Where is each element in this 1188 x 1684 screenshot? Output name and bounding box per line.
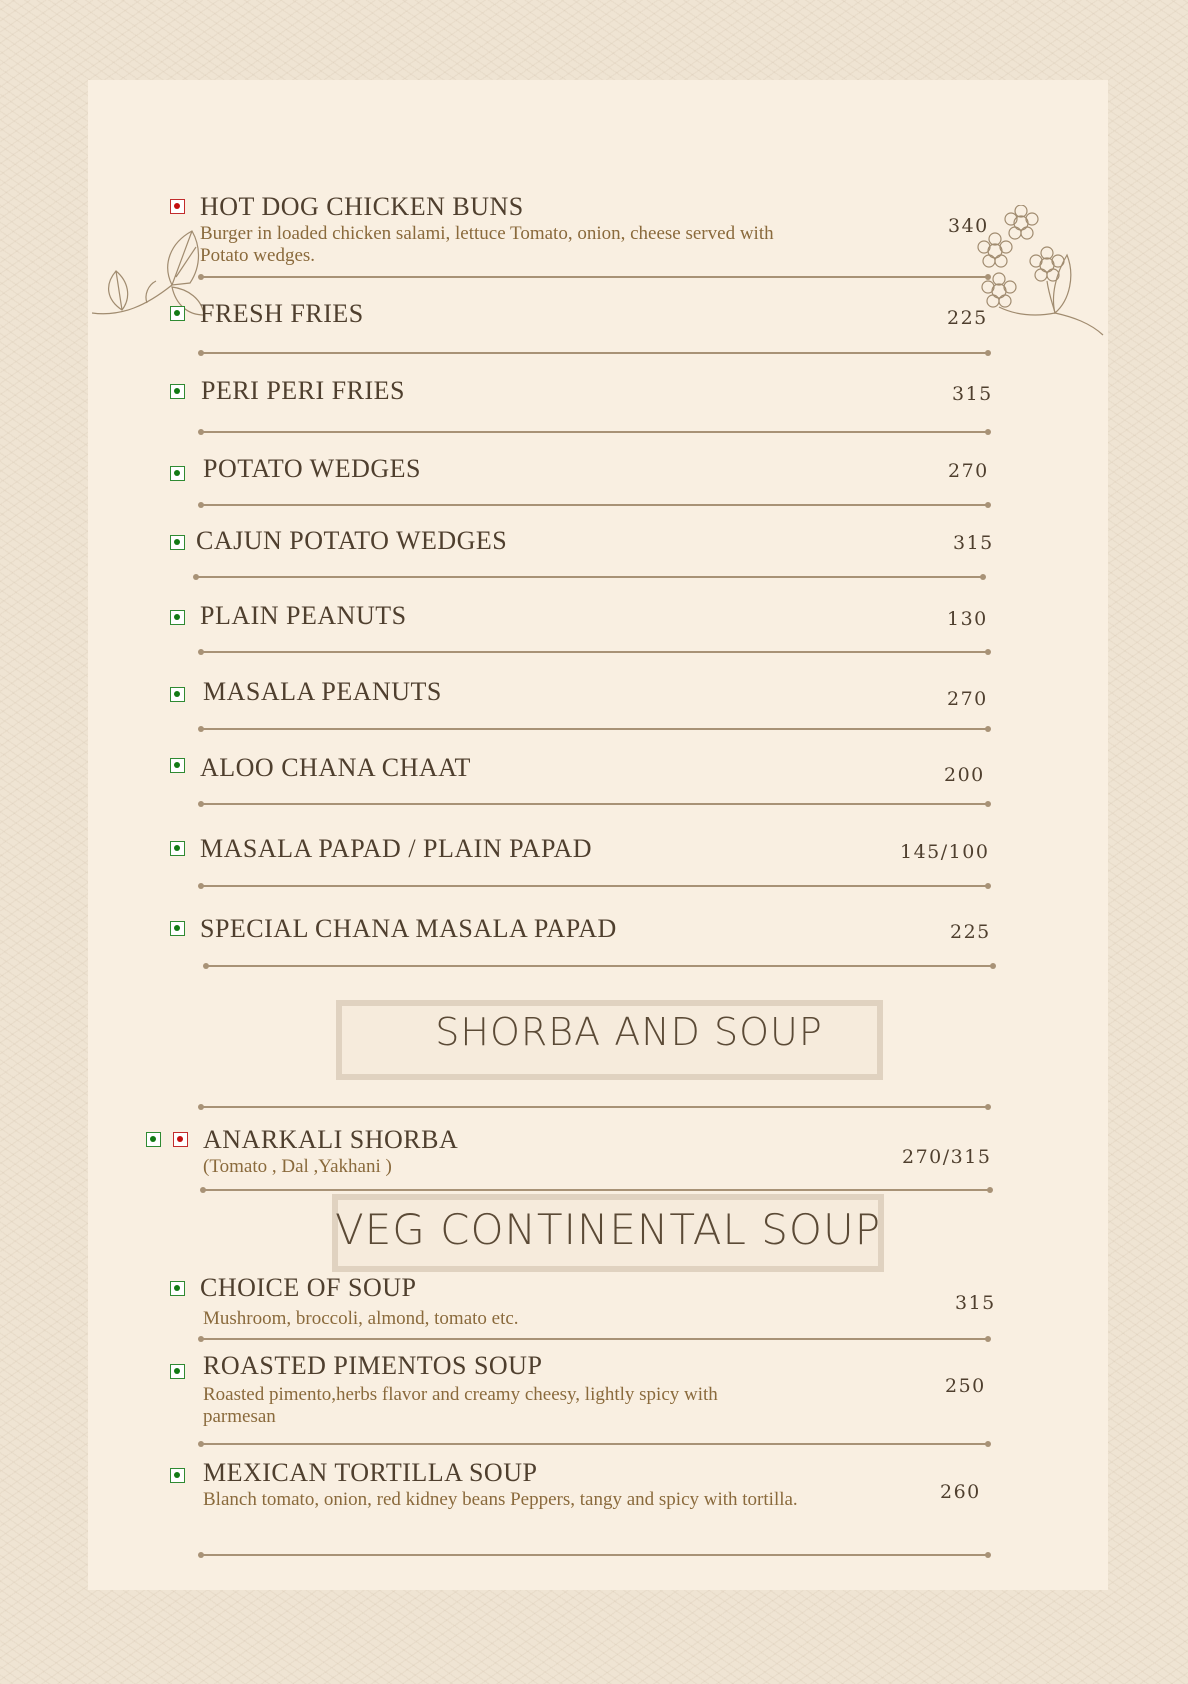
item-price: 270 [947,688,988,710]
divider [201,276,988,278]
menu-item-roasted-pimentos-soup [0,1351,1188,1427]
menu-item-masala-papad [0,834,1188,863]
item-name: ROASTED PIMENTOS SOUP [203,1351,543,1380]
item-price: 250 [945,1375,986,1397]
floral-left-icon [92,225,212,340]
item-name: MASALA PEANUTS [203,677,442,706]
item-name: FRESH FRIES [200,299,364,328]
divider [201,1554,988,1556]
veg-icon [170,1281,185,1296]
menu-item-fresh-fries [0,299,1188,329]
item-price: 260 [940,1481,981,1503]
menu-item-potato-wedges [0,454,1188,483]
item-name: ALOO CHANA CHAAT [200,753,471,782]
item-price: 225 [947,307,988,329]
veg-icon [170,1364,185,1379]
veg-icon [170,921,185,936]
item-name: PLAIN PEANUTS [200,601,407,630]
item-price: 270/315 [902,1146,992,1168]
divider [196,576,983,578]
item-description: (Tomato , Dal ,Yakhani ) [203,1156,392,1177]
divider [201,352,988,354]
section-heading: VEG CONTINENTAL SOUP [334,1205,882,1254]
menu-item-aloo-chana-chaat [0,753,1188,786]
non-veg-icon [170,199,185,214]
item-description: Mushroom, broccoli, almond, tomato etc. [203,1308,519,1329]
item-price: 225 [950,921,991,943]
item-price: 315 [952,383,993,405]
item-name: CHOICE OF SOUP [200,1273,417,1302]
divider [201,504,988,506]
item-name: HOT DOG CHICKEN BUNS [200,192,524,221]
divider [201,803,988,805]
item-price: 145/100 [900,841,990,863]
veg-icon [170,758,185,773]
divider [201,651,988,653]
veg-icon [170,535,185,550]
item-name: SPECIAL CHANA MASALA PAPAD [200,914,617,943]
divider [201,1338,988,1340]
veg-icon [170,610,185,625]
divider [201,431,988,433]
menu-item-masala-peanuts [0,677,1188,710]
menu-item-special-chana-masala-papad [0,914,1188,943]
menu-item-hot-dog-chicken-buns [0,192,1188,266]
item-price: 315 [953,532,994,554]
menu-item-mexican-tortilla-soup [0,1458,1188,1510]
item-name: CAJUN POTATO WEDGES [196,526,508,555]
menu-item-anarkali-shorba [0,1106,1188,1107]
veg-icon [170,1468,185,1483]
menu-item-choice-of-soup [0,1273,1188,1329]
item-price: 315 [955,1292,996,1314]
item-description: Burger in loaded chicken salami, lettuce Tomato, onion, cheese served with Potato wedges. [200,223,774,266]
divider [206,965,993,967]
menu-item-cajun-potato-wedges [0,526,1188,555]
item-name: POTATO WEDGES [203,454,421,483]
section-heading: SHORBA AND SOUP [435,1010,823,1054]
menu-item-plain-peanuts [0,601,1188,630]
divider [201,885,988,887]
item-price: 200 [944,764,985,786]
divider [201,1106,988,1108]
item-name: PERI PERI FRIES [201,376,405,405]
divider [201,1443,988,1445]
divider [203,1189,990,1191]
veg-icon [146,1132,161,1147]
item-description: Blanch tomato, onion, red kidney beans Peppers, tangy and spicy with tortilla. [203,1489,798,1510]
menu-item-anarkali-shorba [0,1125,1188,1177]
veg-icon [170,687,185,702]
veg-icon [170,384,185,399]
item-description: Roasted pimento,herbs flavor and creamy cheesy, lightly spicy with parmesan [203,1384,718,1427]
item-price: 270 [948,460,989,482]
menu-item-peri-peri-fries [0,376,1188,405]
non-veg-icon [173,1132,188,1147]
veg-icon [170,306,185,321]
divider [201,728,988,730]
item-name: ANARKALI SHORBA [203,1125,459,1154]
item-name: MASALA PAPAD / PLAIN PAPAD [200,834,593,863]
item-price: 130 [947,608,988,630]
veg-icon [170,466,185,481]
item-name: MEXICAN TORTILLA SOUP [203,1458,538,1487]
item-price: 340 [948,215,989,237]
veg-icon [170,841,185,856]
